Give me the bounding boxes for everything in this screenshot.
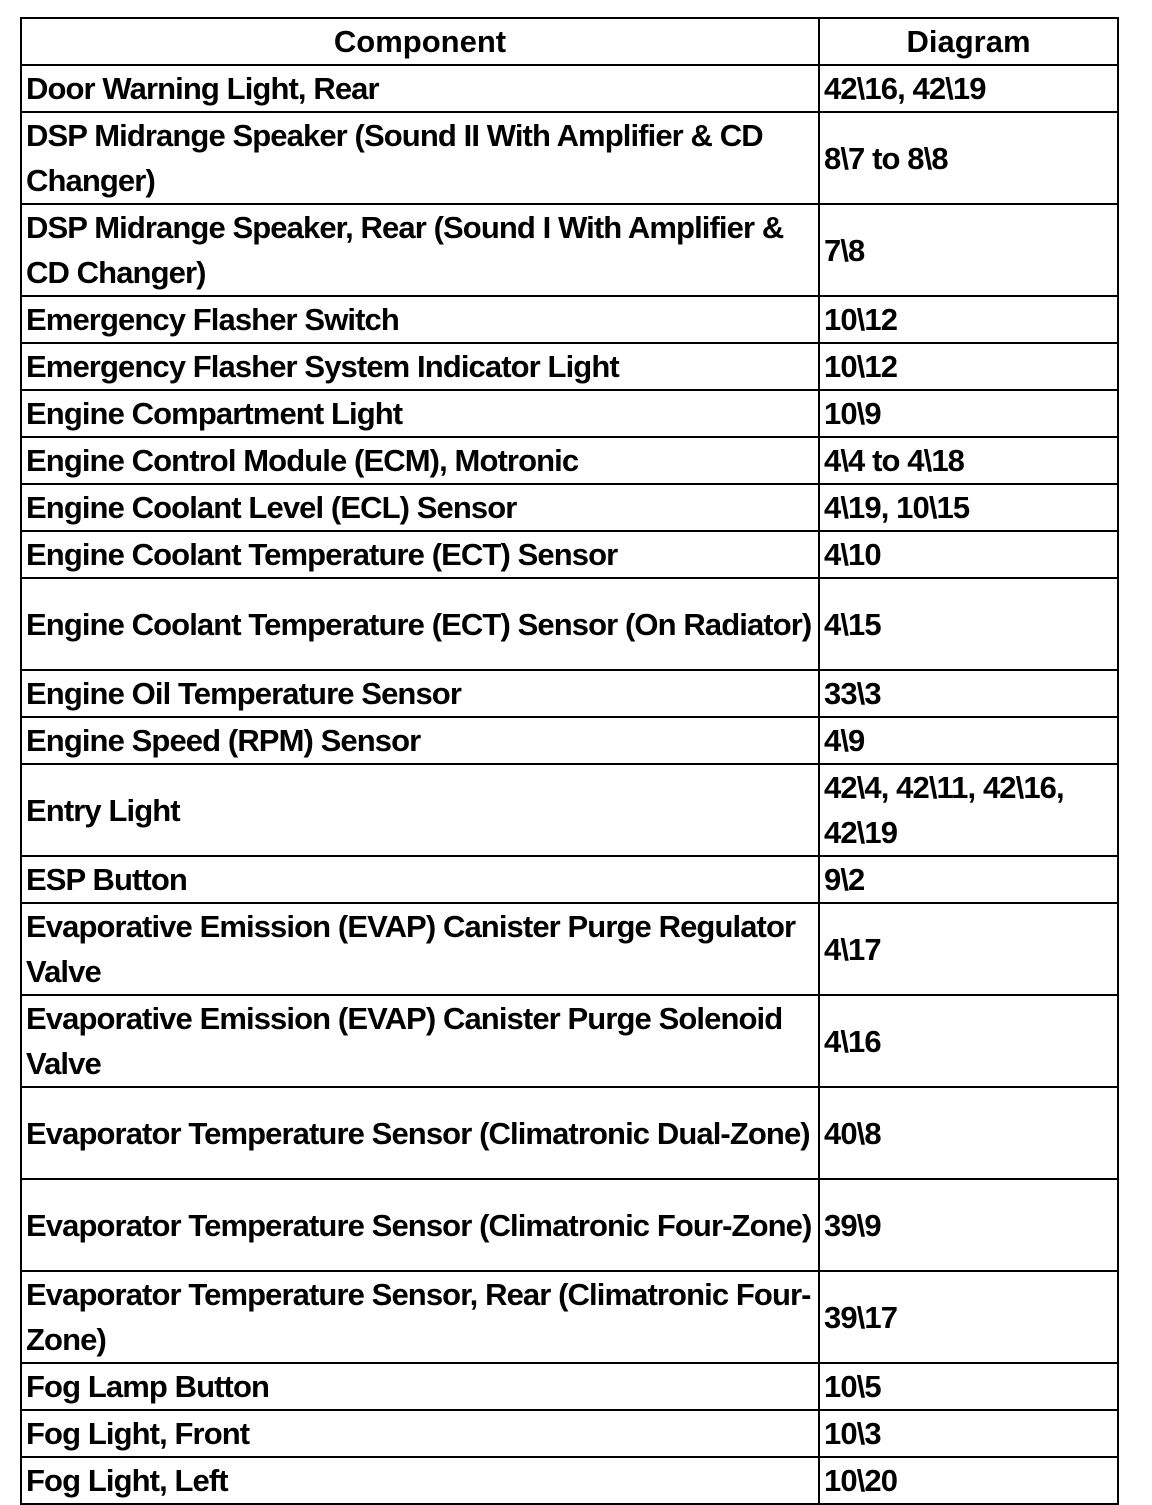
table-row xyxy=(21,343,1118,390)
component-cell: Entry Light xyxy=(21,764,819,856)
table-row xyxy=(21,1363,1118,1410)
component-cell: Engine Oil Temperature Sensor xyxy=(21,670,819,717)
component-cell: ESP Button xyxy=(21,856,819,903)
component-cell: Door Warning Light, Rear xyxy=(21,65,819,112)
diagram-cell: 10\3 xyxy=(819,1410,1118,1457)
diagram-cell: 4\9 xyxy=(819,717,1118,764)
table-row xyxy=(21,1271,1118,1363)
table-row xyxy=(21,670,1118,717)
component-diagram-table xyxy=(20,17,1119,1505)
component-cell: Engine Coolant Level (ECL) Sensor xyxy=(21,484,819,531)
diagram-cell: 4\4 to 4\18 xyxy=(819,437,1118,484)
component-cell: Emergency Flasher System Indicator Light xyxy=(21,343,819,390)
diagram-cell: 4\15 xyxy=(819,578,1118,670)
diagram-cell: 10\12 xyxy=(819,296,1118,343)
table-row xyxy=(21,204,1118,296)
diagram-cell: 33\3 xyxy=(819,670,1118,717)
component-cell: Engine Coolant Temperature (ECT) Sensor xyxy=(21,531,819,578)
diagram-cell: 4\17 xyxy=(819,903,1118,995)
table-row xyxy=(21,1457,1118,1504)
component-cell: Fog Lamp Button xyxy=(21,1363,819,1410)
table-row xyxy=(21,1410,1118,1457)
table-row xyxy=(21,390,1118,437)
table-row xyxy=(21,903,1118,995)
table-row xyxy=(21,764,1118,856)
component-cell: Evaporator Temperature Sensor, Rear (Climatronic Four-Zone) xyxy=(21,1271,819,1363)
table-row xyxy=(21,112,1118,204)
diagram-cell: 8\7 to 8\8 xyxy=(819,112,1118,204)
table-row xyxy=(21,578,1118,670)
component-cell: Engine Speed (RPM) Sensor xyxy=(21,717,819,764)
component-cell: Evaporator Temperature Sensor (Climatronic Dual-Zone) xyxy=(21,1087,819,1179)
table-row xyxy=(21,531,1118,578)
diagram-cell: 42\4, 42\11, 42\16, 42\19 xyxy=(819,764,1118,856)
component-cell: Engine Compartment Light xyxy=(21,390,819,437)
table-row xyxy=(21,1179,1118,1271)
header-row xyxy=(21,18,1118,65)
table-row xyxy=(21,65,1118,112)
component-cell: Evaporative Emission (EVAP) Canister Purge Regulator Valve xyxy=(21,903,819,995)
table-row xyxy=(21,1087,1118,1179)
header-component: Component xyxy=(21,18,819,65)
table-row xyxy=(21,296,1118,343)
component-cell: Evaporative Emission (EVAP) Canister Purge Solenoid Valve xyxy=(21,995,819,1087)
diagram-cell: 10\9 xyxy=(819,390,1118,437)
table-row xyxy=(21,484,1118,531)
component-cell: DSP Midrange Speaker (Sound II With Amplifier & CD Changer) xyxy=(21,112,819,204)
diagram-cell: 4\10 xyxy=(819,531,1118,578)
component-cell: Fog Light, Left xyxy=(21,1457,819,1504)
table-row xyxy=(21,717,1118,764)
table-row xyxy=(21,437,1118,484)
diagram-cell: 7\8 xyxy=(819,204,1118,296)
diagram-cell: 10\20 xyxy=(819,1457,1118,1504)
diagram-cell: 40\8 xyxy=(819,1087,1118,1179)
diagram-cell: 39\17 xyxy=(819,1271,1118,1363)
diagram-cell: 42\16, 42\19 xyxy=(819,65,1118,112)
component-cell: Fog Light, Front xyxy=(21,1410,819,1457)
header-diagram: Diagram xyxy=(819,18,1118,65)
component-cell: Emergency Flasher Switch xyxy=(21,296,819,343)
diagram-cell: 9\2 xyxy=(819,856,1118,903)
diagram-cell: 4\16 xyxy=(819,995,1118,1087)
component-cell: Evaporator Temperature Sensor (Climatronic Four-Zone) xyxy=(21,1179,819,1271)
diagram-cell: 4\19, 10\15 xyxy=(819,484,1118,531)
diagram-cell: 39\9 xyxy=(819,1179,1118,1271)
component-cell: DSP Midrange Speaker, Rear (Sound I With Amplifier & CD Changer) xyxy=(21,204,819,296)
diagram-cell: 10\12 xyxy=(819,343,1118,390)
table-row xyxy=(21,995,1118,1087)
component-cell: Engine Coolant Temperature (ECT) Sensor (On Radiator) xyxy=(21,578,819,670)
table-row xyxy=(21,856,1118,903)
component-cell: Engine Control Module (ECM), Motronic xyxy=(21,437,819,484)
diagram-cell: 10\5 xyxy=(819,1363,1118,1410)
